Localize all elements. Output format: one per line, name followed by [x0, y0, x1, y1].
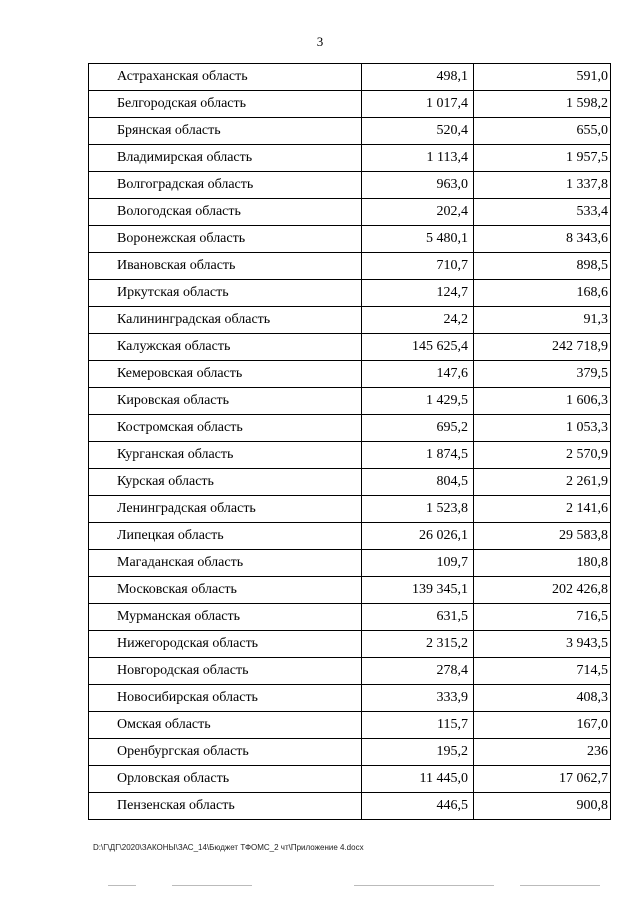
region-name-cell: Новгородская область [89, 658, 362, 685]
table-row [89, 226, 611, 253]
region-name-cell: Московская область [89, 577, 362, 604]
value-2-cell: 408,3 [474, 685, 611, 712]
region-name-cell: Мурманская область [89, 604, 362, 631]
value-2-cell: 168,6 [474, 280, 611, 307]
table-row [89, 145, 611, 172]
value-2-cell: 236 [474, 739, 611, 766]
table-row [89, 118, 611, 145]
region-name-cell: Вологодская область [89, 199, 362, 226]
table-row [89, 631, 611, 658]
table-row [89, 604, 611, 631]
table-row [89, 415, 611, 442]
region-name-cell: Магаданская область [89, 550, 362, 577]
scan-artifact [108, 885, 136, 886]
table-row [89, 361, 611, 388]
table-row [89, 712, 611, 739]
table-row [89, 793, 611, 820]
value-1-cell: 139 345,1 [362, 577, 474, 604]
table-row [89, 766, 611, 793]
value-1-cell: 278,4 [362, 658, 474, 685]
value-1-cell: 5 480,1 [362, 226, 474, 253]
value-1-cell: 631,5 [362, 604, 474, 631]
table-row [89, 685, 611, 712]
table-row [89, 577, 611, 604]
table-row [89, 199, 611, 226]
value-2-cell: 242 718,9 [474, 334, 611, 361]
value-2-cell: 8 343,6 [474, 226, 611, 253]
table-row [89, 64, 611, 91]
scan-artifact [172, 885, 252, 886]
value-2-cell: 2 570,9 [474, 442, 611, 469]
value-2-cell: 1 337,8 [474, 172, 611, 199]
value-1-cell: 124,7 [362, 280, 474, 307]
value-1-cell: 1 113,4 [362, 145, 474, 172]
region-name-cell: Нижегородская область [89, 631, 362, 658]
region-name-cell: Калининградская область [89, 307, 362, 334]
value-1-cell: 115,7 [362, 712, 474, 739]
regions-table-body [89, 64, 611, 820]
region-name-cell: Ивановская область [89, 253, 362, 280]
value-1-cell: 109,7 [362, 550, 474, 577]
table-row [89, 550, 611, 577]
value-2-cell: 591,0 [474, 64, 611, 91]
table-row [89, 469, 611, 496]
value-2-cell: 180,8 [474, 550, 611, 577]
region-name-cell: Волгоградская область [89, 172, 362, 199]
table-row [89, 388, 611, 415]
value-2-cell: 2 141,6 [474, 496, 611, 523]
value-2-cell: 898,5 [474, 253, 611, 280]
file-path-footer: D:\Г\ДГ\2020\ЗАКОНЫ\ЗАС_14\Бюджет ТФОМС_2 чт\Приложение 4.docx [93, 843, 364, 852]
region-name-cell: Брянская область [89, 118, 362, 145]
table-row [89, 496, 611, 523]
region-name-cell: Владимирская область [89, 145, 362, 172]
region-name-cell: Астраханская область [89, 64, 362, 91]
region-name-cell: Орловская область [89, 766, 362, 793]
value-1-cell: 11 445,0 [362, 766, 474, 793]
table-row [89, 334, 611, 361]
value-2-cell: 533,4 [474, 199, 611, 226]
value-2-cell: 379,5 [474, 361, 611, 388]
region-name-cell: Липецкая область [89, 523, 362, 550]
value-2-cell: 2 261,9 [474, 469, 611, 496]
table-row [89, 523, 611, 550]
value-1-cell: 1 017,4 [362, 91, 474, 118]
region-name-cell: Пензенская область [89, 793, 362, 820]
table-row [89, 442, 611, 469]
value-2-cell: 900,8 [474, 793, 611, 820]
table-row [89, 307, 611, 334]
table-row [89, 739, 611, 766]
value-1-cell: 2 315,2 [362, 631, 474, 658]
region-name-cell: Белгородская область [89, 91, 362, 118]
value-1-cell: 963,0 [362, 172, 474, 199]
page-number: 3 [316, 34, 324, 49]
region-name-cell: Иркутская область [89, 280, 362, 307]
value-2-cell: 1 053,3 [474, 415, 611, 442]
value-1-cell: 498,1 [362, 64, 474, 91]
region-name-cell: Новосибирская область [89, 685, 362, 712]
regions-table [88, 63, 611, 820]
region-name-cell: Воронежская область [89, 226, 362, 253]
table-row [89, 91, 611, 118]
value-1-cell: 202,4 [362, 199, 474, 226]
value-2-cell: 29 583,8 [474, 523, 611, 550]
value-1-cell: 333,9 [362, 685, 474, 712]
value-2-cell: 714,5 [474, 658, 611, 685]
value-2-cell: 17 062,7 [474, 766, 611, 793]
region-name-cell: Курская область [89, 469, 362, 496]
scan-artifact [520, 885, 600, 886]
region-name-cell: Курганская область [89, 442, 362, 469]
value-1-cell: 147,6 [362, 361, 474, 388]
table-row [89, 658, 611, 685]
value-2-cell: 655,0 [474, 118, 611, 145]
value-2-cell: 91,3 [474, 307, 611, 334]
table-row [89, 253, 611, 280]
value-2-cell: 716,5 [474, 604, 611, 631]
value-2-cell: 1 598,2 [474, 91, 611, 118]
value-2-cell: 1 957,5 [474, 145, 611, 172]
value-1-cell: 1 874,5 [362, 442, 474, 469]
value-2-cell: 202 426,8 [474, 577, 611, 604]
table-row [89, 280, 611, 307]
region-name-cell: Костромская область [89, 415, 362, 442]
value-1-cell: 446,5 [362, 793, 474, 820]
region-name-cell: Оренбургская область [89, 739, 362, 766]
value-1-cell: 145 625,4 [362, 334, 474, 361]
region-name-cell: Калужская область [89, 334, 362, 361]
value-1-cell: 710,7 [362, 253, 474, 280]
scan-artifact [354, 885, 494, 886]
value-1-cell: 24,2 [362, 307, 474, 334]
region-name-cell: Кировская область [89, 388, 362, 415]
region-name-cell: Ленинградская область [89, 496, 362, 523]
table-row [89, 172, 611, 199]
region-name-cell: Омская область [89, 712, 362, 739]
value-2-cell: 3 943,5 [474, 631, 611, 658]
value-1-cell: 1 429,5 [362, 388, 474, 415]
region-name-cell: Кемеровская область [89, 361, 362, 388]
value-2-cell: 1 606,3 [474, 388, 611, 415]
value-1-cell: 195,2 [362, 739, 474, 766]
value-1-cell: 695,2 [362, 415, 474, 442]
value-2-cell: 167,0 [474, 712, 611, 739]
value-1-cell: 1 523,8 [362, 496, 474, 523]
value-1-cell: 26 026,1 [362, 523, 474, 550]
value-1-cell: 520,4 [362, 118, 474, 145]
value-1-cell: 804,5 [362, 469, 474, 496]
